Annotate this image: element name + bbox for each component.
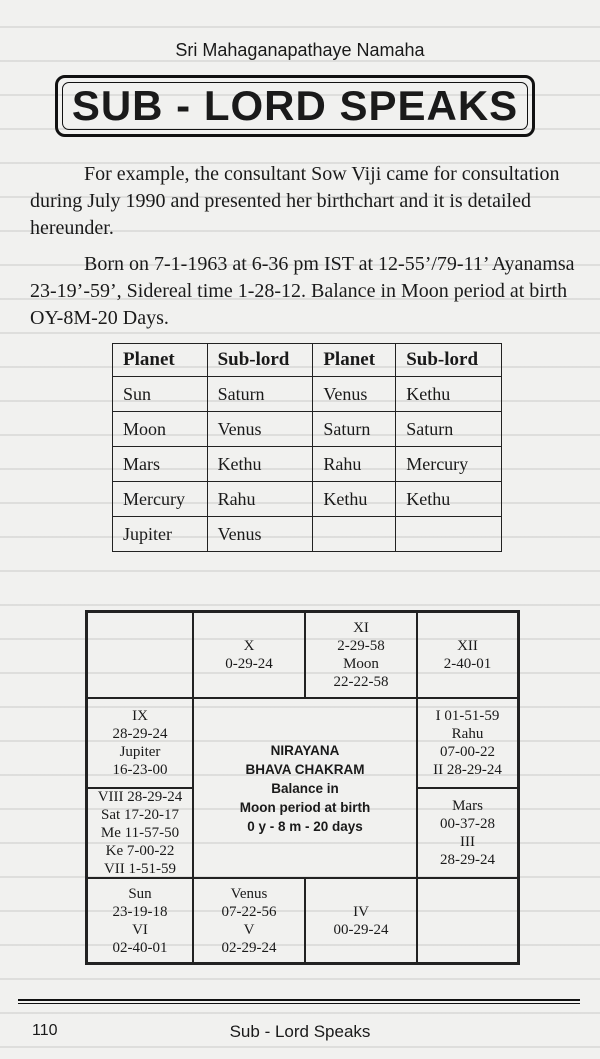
house-line: Venus — [230, 885, 268, 902]
house-line: 07-00-22 — [440, 744, 495, 760]
house-line: V — [243, 921, 255, 938]
footer-rule — [18, 999, 580, 1001]
table-cell: Mercury — [113, 482, 208, 517]
column-header: Sub-lord — [207, 344, 313, 377]
table-cell — [396, 517, 502, 552]
planet-name: Moon — [343, 656, 379, 672]
table-cell: Saturn — [396, 412, 502, 447]
invocation-line: Sri Mahaganapathaye Namaha — [175, 40, 425, 60]
house-line: VI — [132, 921, 148, 938]
running-title: Sub - Lord Speaks — [229, 1022, 371, 1041]
house-cell-top-left — [87, 612, 193, 698]
table-cell: Rahu — [313, 447, 396, 482]
house-line: III — [460, 834, 475, 850]
house-cell-V — [193, 878, 305, 963]
chakram-center-line: NIRAYANA — [270, 742, 340, 758]
table-row — [113, 377, 502, 412]
house-line: Ke 7-00-22 — [105, 843, 175, 859]
footer-rule-thin — [18, 1003, 580, 1004]
table-cell: Kethu — [396, 377, 502, 412]
house-line: 07-22-56 — [221, 903, 277, 920]
house-line: 00-37-28 — [440, 816, 495, 832]
chakram-center-line: Moon period at birth — [239, 799, 371, 815]
column-header: Planet — [313, 344, 396, 377]
table-cell: Kethu — [207, 447, 313, 482]
bhava-chakram-chart — [85, 610, 520, 965]
table-cell: Saturn — [313, 412, 396, 447]
house-cell-XI — [305, 612, 417, 698]
table-cell: Rahu — [207, 482, 313, 517]
table-cell: Venus — [207, 517, 313, 552]
table-cell: Jupiter — [113, 517, 208, 552]
house-degree: 2-29-58 — [337, 638, 385, 654]
house-line: Sat 17-20-17 — [101, 807, 179, 823]
house-line: Sun — [128, 885, 152, 902]
house-line: 16-23-00 — [112, 762, 168, 778]
column-header: Planet — [113, 344, 208, 377]
table-cell: Mercury — [396, 447, 502, 482]
planet-sublord-table — [112, 343, 502, 552]
table-row — [113, 517, 502, 552]
table-row — [113, 482, 502, 517]
house-line: 23-19-18 — [112, 903, 168, 920]
chakram-center-line: Balance in — [271, 780, 339, 796]
planet-degree: 22-22-58 — [333, 674, 389, 690]
house-cell-VIII — [87, 788, 193, 878]
house-line: Mars — [452, 798, 483, 814]
house-number: XII — [457, 638, 478, 654]
house-cell-X — [193, 612, 305, 698]
title-banner — [55, 75, 535, 137]
house-line: Me 11-57-50 — [100, 825, 180, 841]
house-degree: 2-40-01 — [443, 656, 492, 672]
house-cell-bottom-right — [417, 878, 518, 963]
house-line: VII 1-51-59 — [103, 861, 177, 877]
house-line: 28-29-24 — [112, 726, 168, 742]
table-cell: Sun — [113, 377, 208, 412]
intro-paragraph: For example, the consultant Sow Viji came for consultation during July 1990 and presented her birthchart and it is detailed hereunder. — [30, 163, 560, 239]
house-line: VIII 28-29-24 — [97, 789, 183, 805]
house-line: 02-40-01 — [112, 939, 168, 956]
house-cell-XII — [417, 612, 518, 698]
chakram-center-line: 0 y - 8 m - 20 days — [247, 818, 363, 834]
table-cell — [313, 517, 396, 552]
house-line: Rahu — [451, 726, 484, 742]
table-row — [113, 412, 502, 447]
column-header: Sub-lord — [396, 344, 502, 377]
house-line: 02-29-24 — [221, 939, 277, 956]
house-cell-I — [417, 698, 518, 788]
house-cell-VI — [87, 878, 193, 963]
table-cell: Mars — [113, 447, 208, 482]
house-line: IX — [132, 708, 148, 724]
house-number: XI — [353, 620, 369, 636]
table-cell: Venus — [313, 377, 396, 412]
house-number: IV — [353, 903, 369, 920]
birth-details-paragraph: Born on 7-1-1963 at 6-36 pm IST at 12-55’/79-11’ Ayanamsa 23-19’-59’, Sidereal time 1-28-12. Balance in Moon period at birth OY-8M-20 Days. — [30, 253, 575, 329]
house-line: II 28-29-24 — [433, 762, 502, 778]
house-degree: 0-29-24 — [225, 656, 273, 672]
house-degree: 00-29-24 — [333, 921, 389, 938]
house-line: Jupiter — [119, 744, 161, 760]
page-title: SUB - LORD SPEAKS — [71, 82, 519, 129]
page-number: 110 — [32, 1022, 58, 1039]
table-cell: Moon — [113, 412, 208, 447]
table-cell: Kethu — [313, 482, 396, 517]
table-header-row — [113, 344, 502, 377]
table-cell: Venus — [207, 412, 313, 447]
chakram-center — [193, 698, 417, 878]
house-line: I 01-51-59 — [435, 708, 500, 724]
house-number: X — [243, 638, 255, 654]
table-row — [113, 447, 502, 482]
table-cell: Kethu — [396, 482, 502, 517]
chakram-center-line: BHAVA CHAKRAM — [245, 761, 365, 777]
table-cell: Saturn — [207, 377, 313, 412]
house-cell-IV — [305, 878, 417, 963]
house-cell-IX — [87, 698, 193, 788]
house-cell-III — [417, 788, 518, 878]
house-line: 28-29-24 — [440, 852, 495, 868]
